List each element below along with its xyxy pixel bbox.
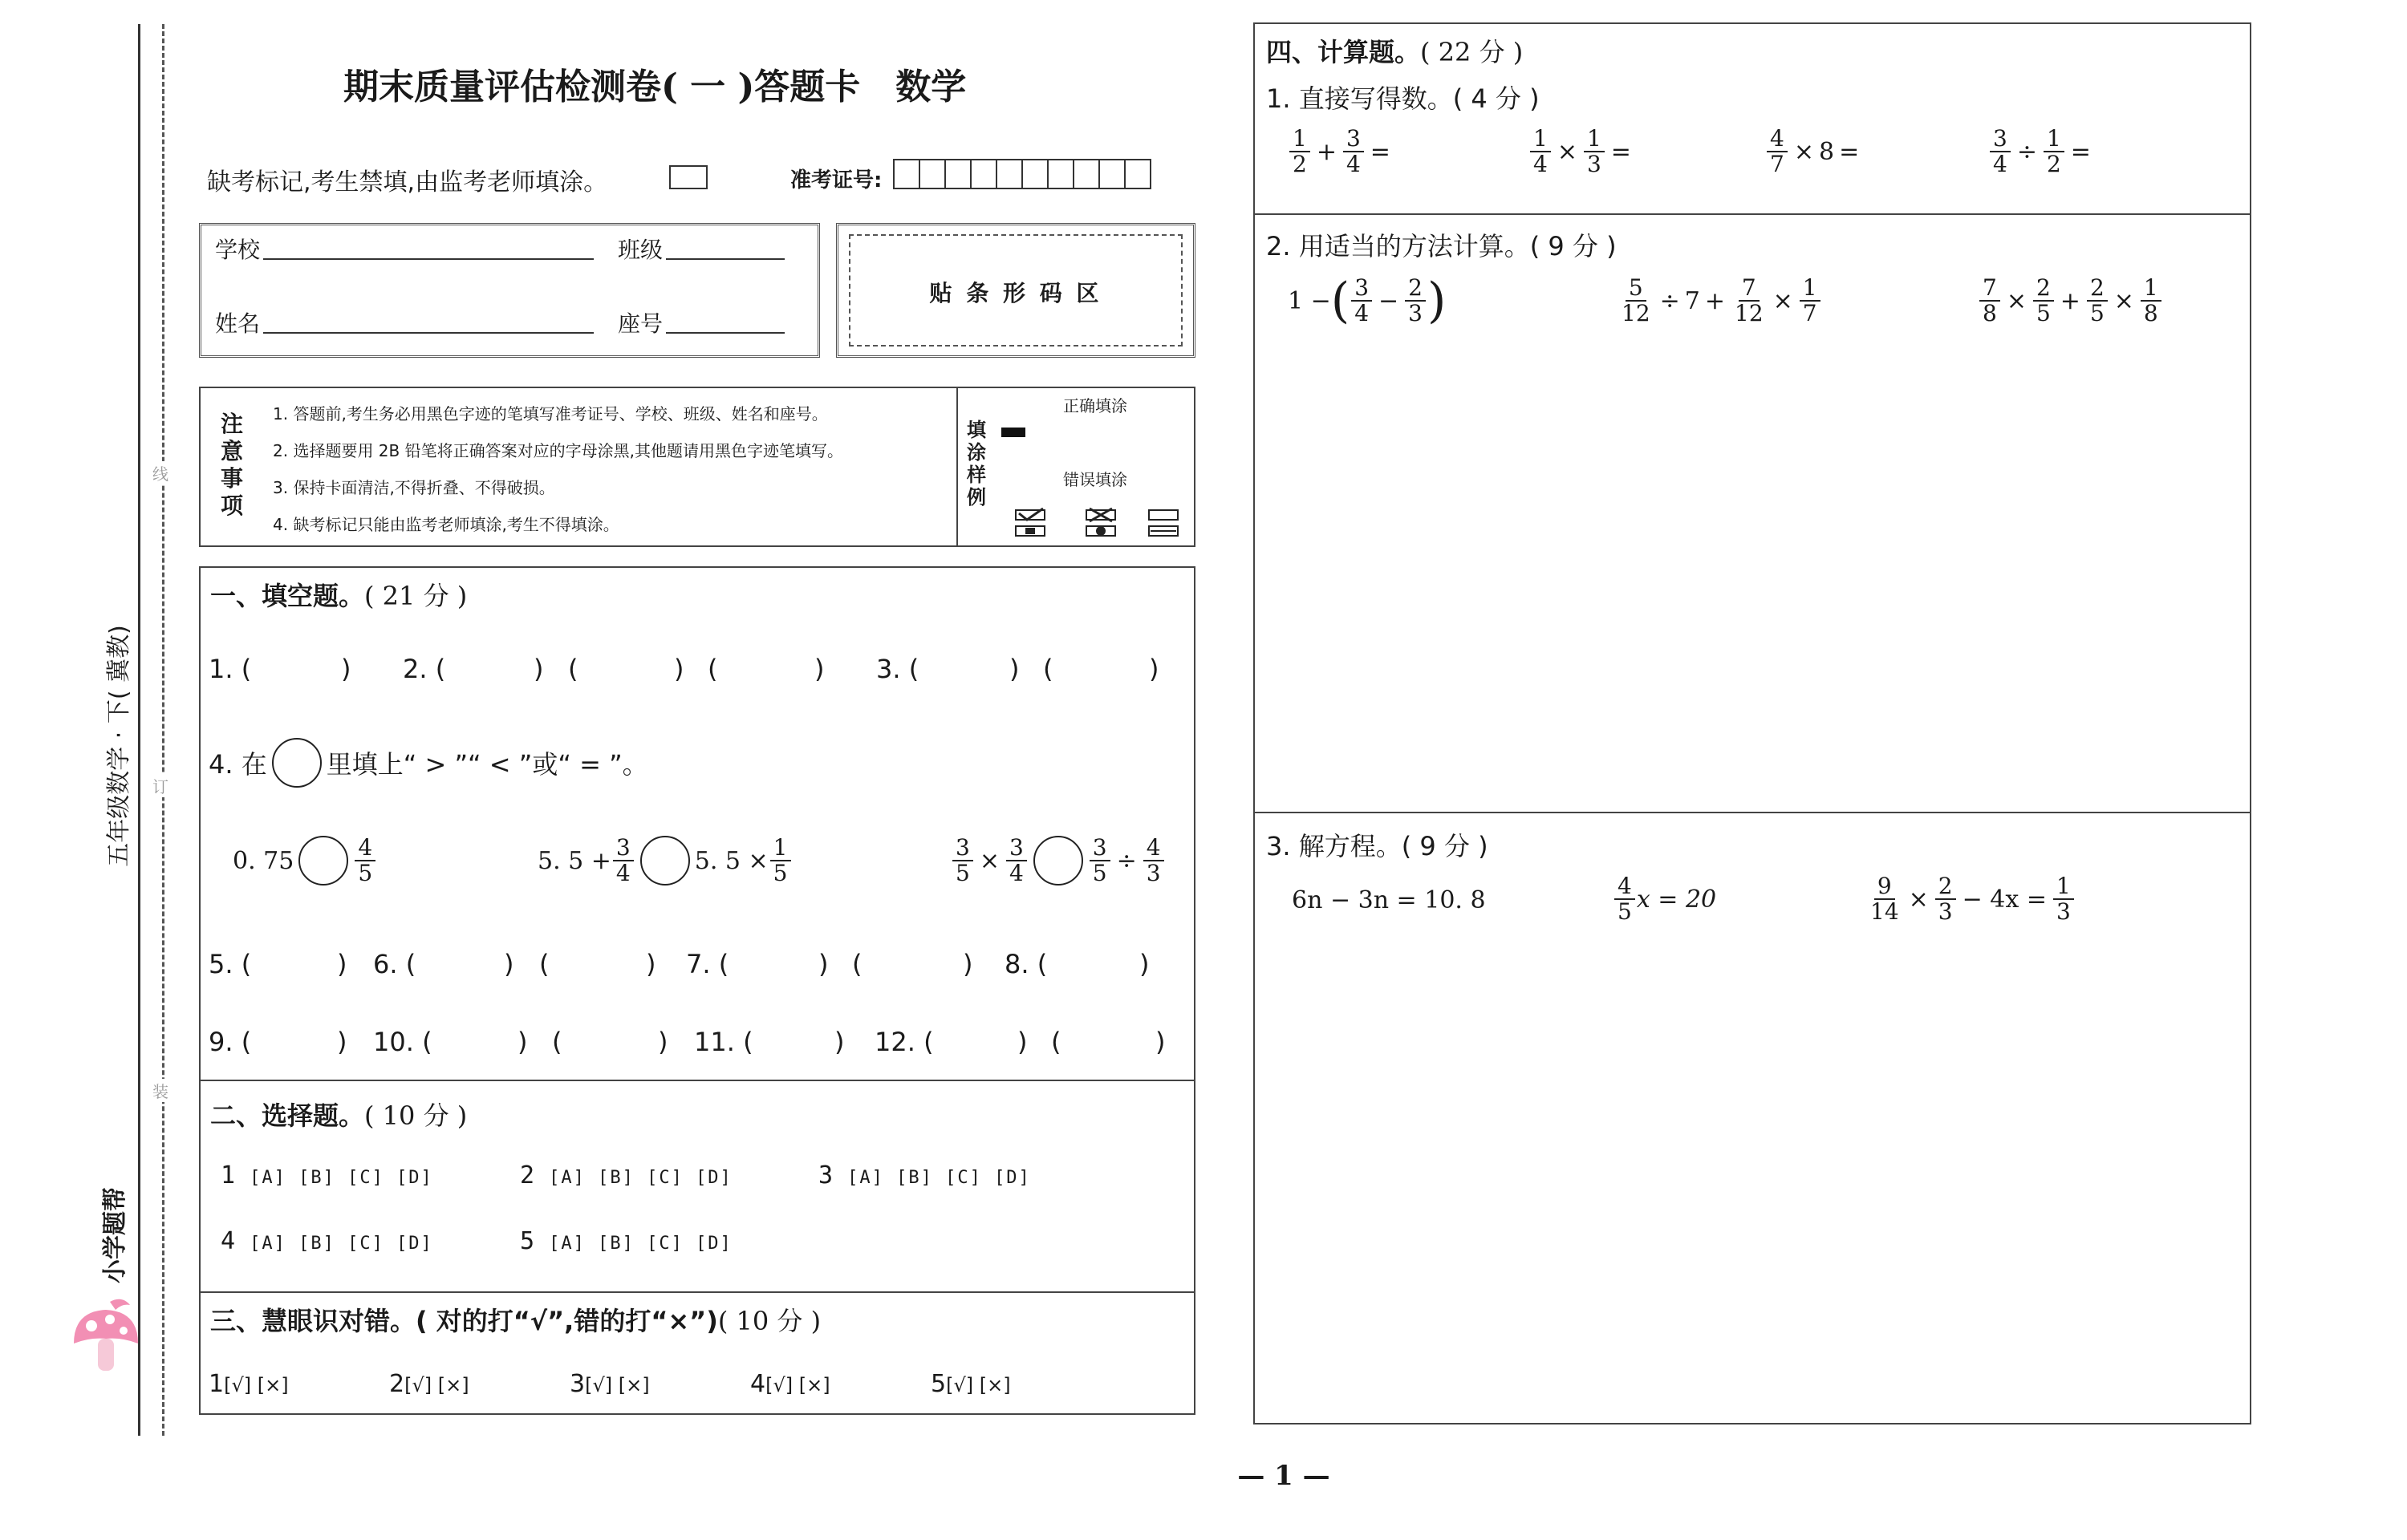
truefalse-q3[interactable]: 3[√] [×] [570,1370,650,1398]
correct-fill-sample [1001,428,1025,437]
class-label: 班级 [618,237,664,263]
cut-mark-bind: 装 [152,1079,168,1102]
cut-mark-staple: 订 [152,774,168,797]
seat-field[interactable] [666,332,785,334]
direct-calc-1: $\frac{1}{2}$ + $\frac{3}{4}$ = [1288,127,1395,176]
correct-fill-label: 正确填涂 [1063,396,1127,415]
page-number: — 1 — [1237,1460,1330,1492]
notes-label: 注意事项 [221,411,244,519]
section2-title: 二、选择题。( 10 分 ) [210,1100,468,1131]
q3-divider [1253,812,2251,813]
compare-expr-2: 5. 5 + $\frac{3}{4}$ 5. 5 × $\frac{1}{5}$ [538,836,793,886]
q2-title: 2. 用适当的方法计算。( 9 分 ) [1266,231,1617,261]
choice-q5[interactable]: 5 [A] [B] [C] [D] [520,1227,733,1255]
compare-circle-1[interactable] [298,836,348,886]
direct-calc-4: $\frac{3}{4}$ ÷ $\frac{1}{2}$ = [1988,127,2096,176]
name-label: 姓名 [215,310,261,337]
truefalse-q4[interactable]: 4[√] [×] [750,1370,830,1398]
equation-3: $\frac{9}{14}$ × $\frac{2}{3}$ − 4x = $\frac{1}{3}$ [1865,874,2076,924]
note-item-1: 1. 答题前,考生务必用黑色字迹的笔填写准考证号、学校、班级、姓名和座号。 [273,404,828,424]
exam-id-label: 准考证号: [790,168,883,192]
wrong-fill-samples-icon [1013,505,1189,541]
choice-q1[interactable]: 1 [A] [B] [C] [D] [221,1161,433,1189]
wrong-fill-label: 错误填涂 [1063,470,1127,489]
q2-divider [1253,213,2251,215]
section1-title: 一、填空题。( 21 分 ) [210,581,468,611]
section4-title: 四、计算题。( 22 分 ) [1266,37,1524,67]
answer-area-left [199,566,1195,1415]
compare-expr-3: $\frac{3}{5}$ × $\frac{3}{4}$ $\frac{3}{5}$ ÷ $\frac{4}{3}$ [951,836,1166,886]
cut-mark-line: 线 [152,461,168,484]
direct-calc-3: $\frac{4}{7}$ × 8 = [1765,127,1864,176]
seat-label: 座号 [618,310,664,337]
equation-1: 6n − 3n = 10. 8 [1292,886,1486,914]
method-calc-3: $\frac{7}{8}$ × $\frac{2}{5}$ + $\frac{2}{5}$ × $\frac{1}{8}$ [1978,276,2163,326]
example-label: 填涂样例 [967,419,986,509]
method-calc-2: $\frac{5}{12}$ ÷ 7 + $\frac{7}{12}$ × $\frac{1}{7}$ [1617,276,1822,326]
section3-divider [199,1291,1195,1293]
sidebar-solid-line [138,24,140,1436]
choice-q3[interactable]: 3 [A] [B] [C] [D] [818,1161,1031,1189]
barcode-label: 贴 条 形 码 区 [929,280,1102,306]
q1-title: 1. 直接写得数。( 4 分 ) [1266,83,1540,114]
q3-title: 3. 解方程。( 9 分 ) [1266,831,1488,861]
choice-q4[interactable]: 4 [A] [B] [C] [D] [221,1227,433,1255]
school-label: 学校 [215,237,261,263]
school-field[interactable] [263,258,594,260]
section2-divider [199,1080,1195,1081]
sidebar-logo-text: 小学题帮 [101,1187,129,1283]
truefalse-q5[interactable]: 5[√] [×] [931,1370,1011,1398]
note-item-3: 3. 保持卡面清洁,不得折叠、不得破损。 [273,478,555,497]
method-calc-1: 1 − ( $\frac{3}{4}$ − $\frac{2}{3}$ ) [1288,273,1447,329]
direct-calc-2: $\frac{1}{4}$ × $\frac{1}{3}$ = [1528,127,1636,176]
exam-id-boxes[interactable] [895,159,1151,189]
q4-instruction: 4. 在 里填上“ > ”“ < ”或“ = ”。 [209,738,648,788]
name-field[interactable] [263,332,594,334]
section3-title: 三、慧眼识对错。( 对的打“√”,错的打“×”)( 10 分 ) [210,1306,822,1336]
absent-note: 缺考标记,考生禁填,由监考老师填涂。 [207,168,608,197]
compare-circle-2[interactable] [640,836,690,886]
student-info-box [199,223,820,358]
page-title: 期末质量评估检测卷( 一 )答题卡 数学 [343,67,967,107]
note-item-4: 4. 缺考标记只能由监考老师填涂,考生不得填涂。 [273,515,619,534]
class-field[interactable] [666,258,785,260]
note-item-2: 2. 选择题要用 2B 铅笔将正确答案对应的字母涂黑,其他题请用黑色字迹笔填写。 [273,441,843,460]
compare-expr-1: 0. 75 $\frac{4}{5}$ [233,836,377,886]
truefalse-q1[interactable]: 1[√] [×] [209,1370,289,1398]
compare-circle-sample [272,738,322,788]
sidebar-subject: 五年级数学 · 下( 冀教) [105,625,133,867]
absent-mark-box[interactable] [669,165,708,189]
sidebar-dashed-line [162,24,164,1436]
compare-circle-3[interactable] [1033,836,1083,886]
equation-2: $\frac{4}{5}$ x = 20 [1613,874,1716,924]
truefalse-q2[interactable]: 2[√] [×] [389,1370,469,1398]
choice-q2[interactable]: 2 [A] [B] [C] [D] [520,1161,733,1189]
mushroom-logo-icon [66,1295,146,1392]
notes-divider [956,387,958,547]
